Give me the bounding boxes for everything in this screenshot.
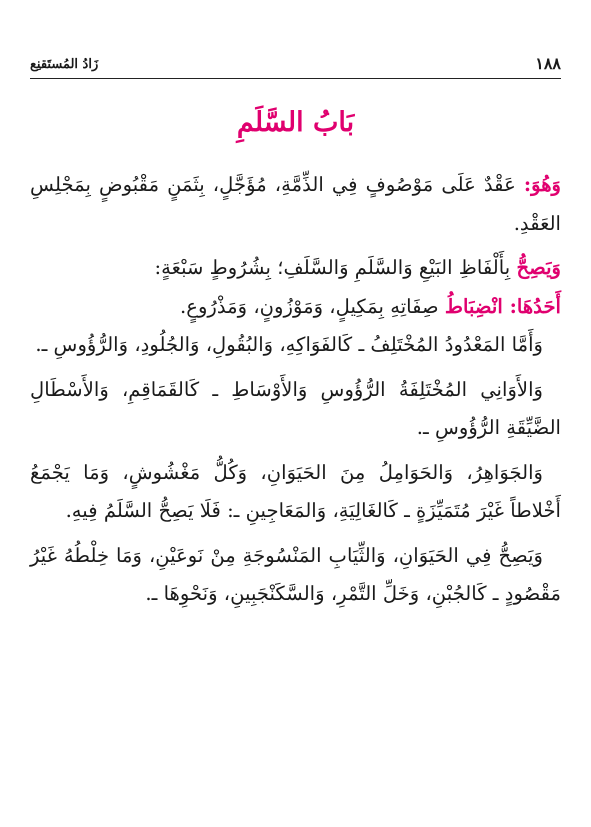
paragraph: [30, 371, 561, 448]
paragraph: [30, 249, 561, 288]
paragraph-text: وَيَصِحُّ فِي الحَيَوَانِ، وَالثِّيَابِ المَنْسُوجَةِ مِنْ نَوعَيْنِ، وَمَا خِلْطُهُ غَيْرُ مَقْصُودٍ ـ كَالجُبْنِ، وَخَلِّ التَّمْرِ، وَالسَّكَنْجَبِينِ، وَنَحْوِهَا ـ.: [30, 543, 561, 605]
paragraph: [30, 454, 561, 531]
body-text: [30, 166, 561, 620]
page-number: ١٨٨: [535, 54, 561, 73]
paragraph-text: وَالأَوَانِي المُخْتَلِفَةُ الرُّؤُوسِ وَالأَوْسَاطِ ـ كَالقَمَاقِمِ، وَالأَسْطَالِ الضَّيِّقَةِ الرُّؤُوسِ ـ.: [30, 377, 561, 439]
paragraph: [30, 288, 561, 327]
paragraph-text: عَقْدٌ عَلَى مَوْصُوفٍ فِي الذِّمَّةِ، مُؤَجَّلٍ، بِثَمَنٍ مَقْبُوضٍ بِمَجْلِسِ العَقْدِ.: [30, 173, 561, 235]
paragraph-text: صِفَاتِهِ بِمَكِيلٍ، وَمَوْزُونٍ، وَمَذْرُوعٍ.: [180, 294, 445, 318]
book-title: زَادُ المُستَقنِع: [30, 57, 99, 72]
running-header: [30, 48, 561, 79]
paragraph: [30, 326, 561, 365]
term-highlight: وَهُوَ:: [523, 173, 561, 196]
term-highlight: أَحَدُهَا: انْضِبَاطُ: [444, 294, 561, 318]
paragraph-text: وَالجَوَاهِرُ، وَالحَوَامِلُ مِنَ الحَيَوَانِ، وَكُلُّ مَغْشُوشٍ، وَمَا يَجْمَعُ أَخْلاطاً غَيْرَ مُتَمَيِّزَةٍ ـ كَالغَالِيَةِ، وَالمَعَاجِينِ ـ: فَلَا يَصِحُّ السَّلَمُ فِيهِ.: [30, 460, 561, 522]
paragraph-text: وَأَمَّا المَعْدُودُ المُخْتَلِفُ ـ كَالفَوَاكِهِ، وَالبُقُولِ، وَالجُلُودِ، وَالرُّؤُوسِ ـ.: [35, 333, 543, 356]
paragraph-text: بِأَلْفَاظِ البَيْعِ وَالسَّلَمِ وَالسَّلَفِ؛ بِشُرُوطٍ سَبْعَةٍ:: [154, 256, 517, 279]
paragraph: [30, 537, 561, 614]
chapter-title: بَابُ السَّلَمِ: [236, 107, 355, 138]
paragraph: [30, 166, 561, 243]
term-highlight: وَيَصِحُّ: [516, 256, 561, 279]
